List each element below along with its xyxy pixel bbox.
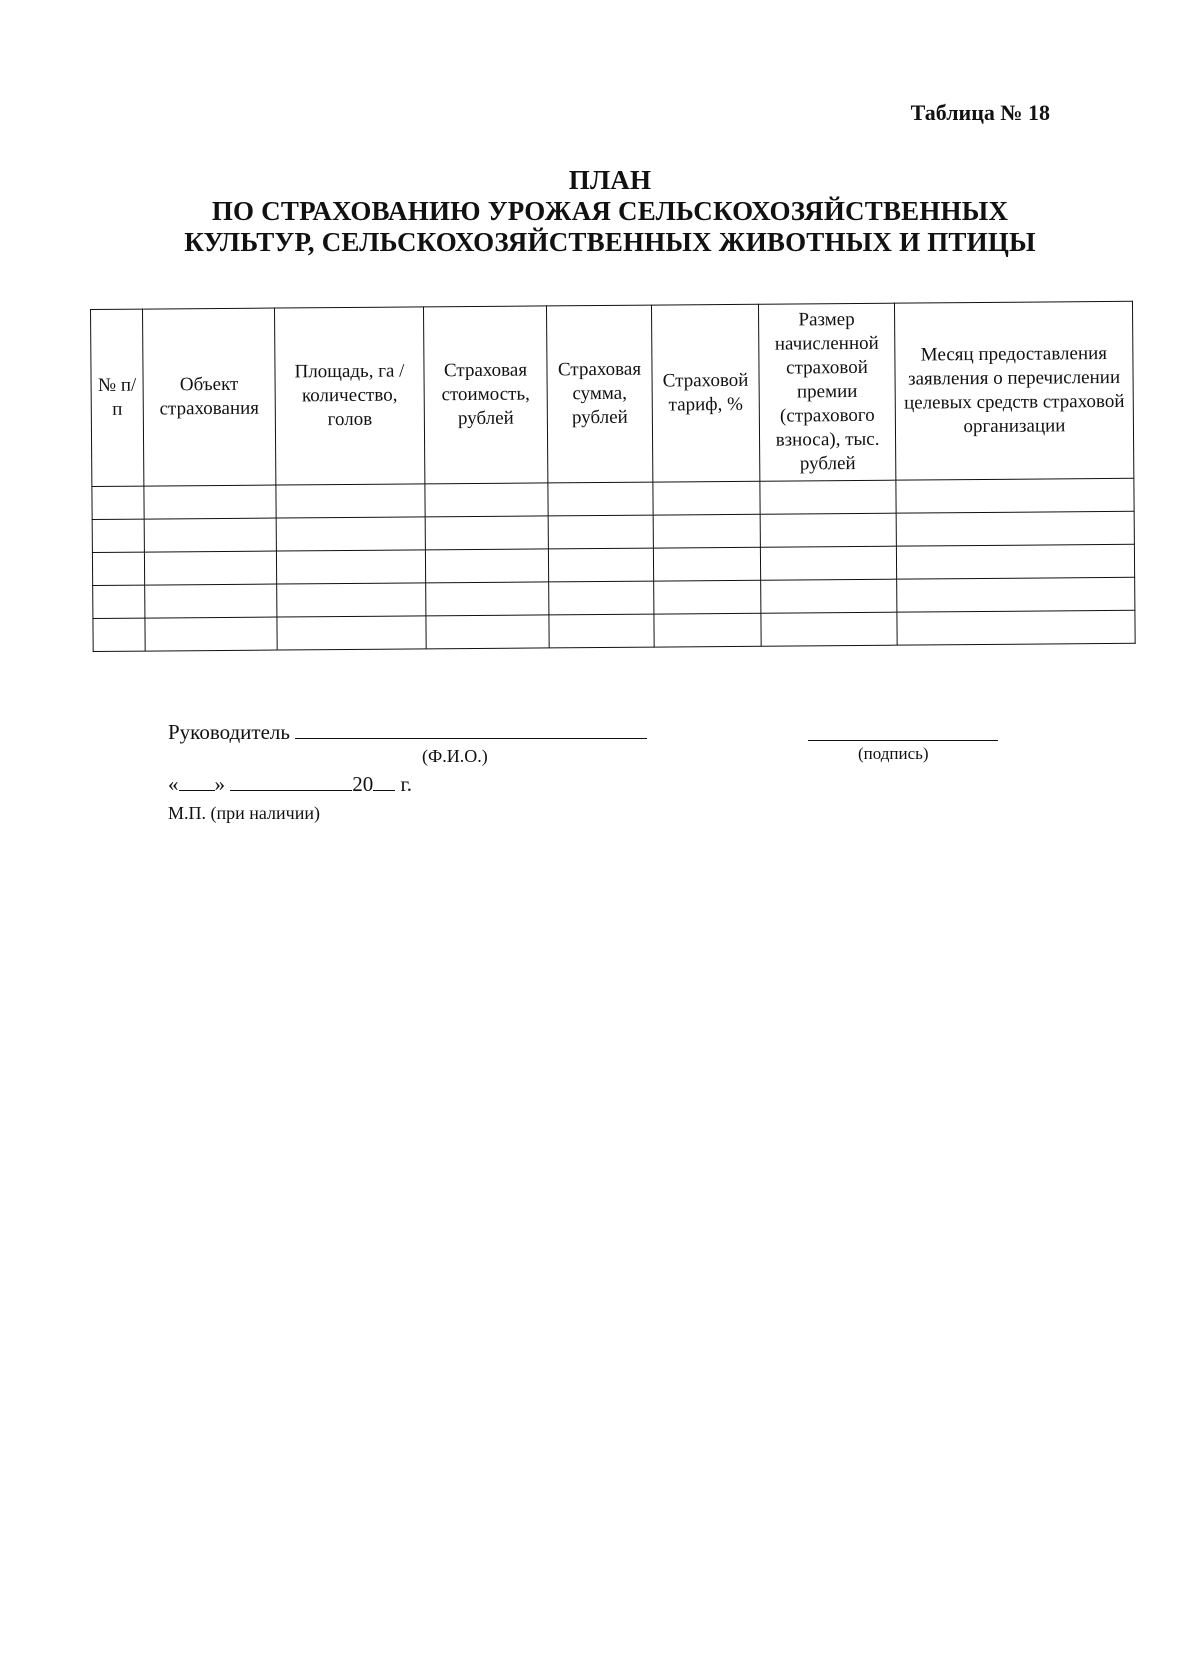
table-cell bbox=[276, 484, 425, 518]
table-cell bbox=[548, 482, 653, 516]
table-cell bbox=[548, 515, 653, 549]
column-header-premium: Размер начисленной страховой премии (страхового взноса), тыс. рублей bbox=[758, 303, 895, 481]
date-open-quote: « bbox=[168, 772, 179, 796]
signature-blank bbox=[808, 720, 998, 741]
table-cell bbox=[277, 583, 426, 617]
table-cell bbox=[144, 518, 276, 552]
column-header-tariff: Страховой тариф, % bbox=[651, 304, 759, 482]
signature-caption: (подпись) bbox=[858, 744, 929, 763]
head-label: Руководитель bbox=[168, 720, 290, 744]
table-cell bbox=[426, 615, 549, 649]
table-cell bbox=[653, 481, 760, 515]
table-cell bbox=[653, 547, 760, 581]
table-cell bbox=[760, 480, 896, 514]
year-suffix: г. bbox=[400, 772, 412, 796]
date-close-quote: » bbox=[214, 772, 225, 796]
table-cell bbox=[654, 613, 761, 647]
table-cell bbox=[896, 544, 1134, 579]
fio-blank bbox=[295, 720, 647, 739]
table-row bbox=[93, 610, 1135, 651]
month-blank bbox=[230, 772, 352, 791]
table-cell bbox=[426, 582, 549, 616]
column-header-number: № п/п bbox=[91, 309, 144, 486]
year-prefix: 20 bbox=[352, 772, 374, 796]
table-cell bbox=[93, 618, 145, 651]
table-cell bbox=[425, 516, 548, 550]
table-body bbox=[92, 478, 1135, 651]
table-cell bbox=[145, 584, 277, 618]
signature-block bbox=[168, 720, 1028, 830]
table-cell bbox=[549, 581, 654, 615]
table-cell bbox=[144, 551, 276, 585]
table-cell bbox=[425, 483, 548, 517]
insurance-plan-table bbox=[90, 301, 1136, 652]
table-cell bbox=[548, 548, 653, 582]
table-cell bbox=[654, 580, 761, 614]
table-cell bbox=[653, 514, 760, 548]
table-cell bbox=[761, 579, 897, 613]
title-line: КУЛЬТУР, СЕЛЬСКОХОЗЯЙСТВЕННЫХ ЖИВОТНЫХ И ПТИЦЫ bbox=[184, 227, 1036, 257]
table-cell bbox=[549, 614, 654, 648]
table-cell bbox=[92, 486, 144, 519]
table-cell bbox=[144, 485, 276, 519]
table-cell bbox=[896, 478, 1134, 513]
table-cell bbox=[897, 610, 1135, 645]
column-header-area: Площадь, га / количество, голов bbox=[274, 307, 424, 485]
table-cell bbox=[761, 612, 897, 646]
table-cell bbox=[276, 517, 425, 551]
column-header-object: Объект страхования bbox=[143, 308, 276, 486]
column-header-insured-sum: Страховая сумма, рублей bbox=[546, 305, 652, 483]
table-cell bbox=[92, 552, 144, 585]
date-line bbox=[168, 772, 412, 797]
day-blank bbox=[179, 772, 215, 791]
head-signature-line bbox=[168, 720, 647, 745]
title-line: ПО СТРАХОВАНИЮ УРОЖАЯ СЕЛЬСКОХОЗЯЙСТВЕННЫХ bbox=[211, 196, 1009, 226]
table-number: Таблица № 18 bbox=[910, 100, 1050, 125]
column-header-insured-value: Страховая стоимость, рублей bbox=[423, 306, 547, 484]
column-header-month: Месяц предоставления заявления о перечислении целевых средств страховой организации bbox=[894, 301, 1133, 480]
table-cell bbox=[93, 585, 145, 618]
table-cell bbox=[92, 519, 144, 552]
title-line: ПЛАН bbox=[568, 165, 652, 195]
table-cell bbox=[760, 513, 896, 547]
table-cell bbox=[277, 616, 426, 650]
year-blank bbox=[373, 772, 395, 791]
stamp-note: М.П. (при наличии) bbox=[168, 803, 320, 823]
fio-caption: (Ф.И.О.) bbox=[422, 746, 488, 766]
table-cell bbox=[896, 511, 1134, 546]
table-cell bbox=[760, 546, 896, 580]
table-cell bbox=[425, 549, 548, 583]
table-header-row bbox=[91, 301, 1134, 486]
table-cell bbox=[145, 617, 277, 651]
table-cell bbox=[276, 550, 425, 584]
table-cell bbox=[897, 577, 1135, 612]
document-title bbox=[130, 165, 1090, 258]
